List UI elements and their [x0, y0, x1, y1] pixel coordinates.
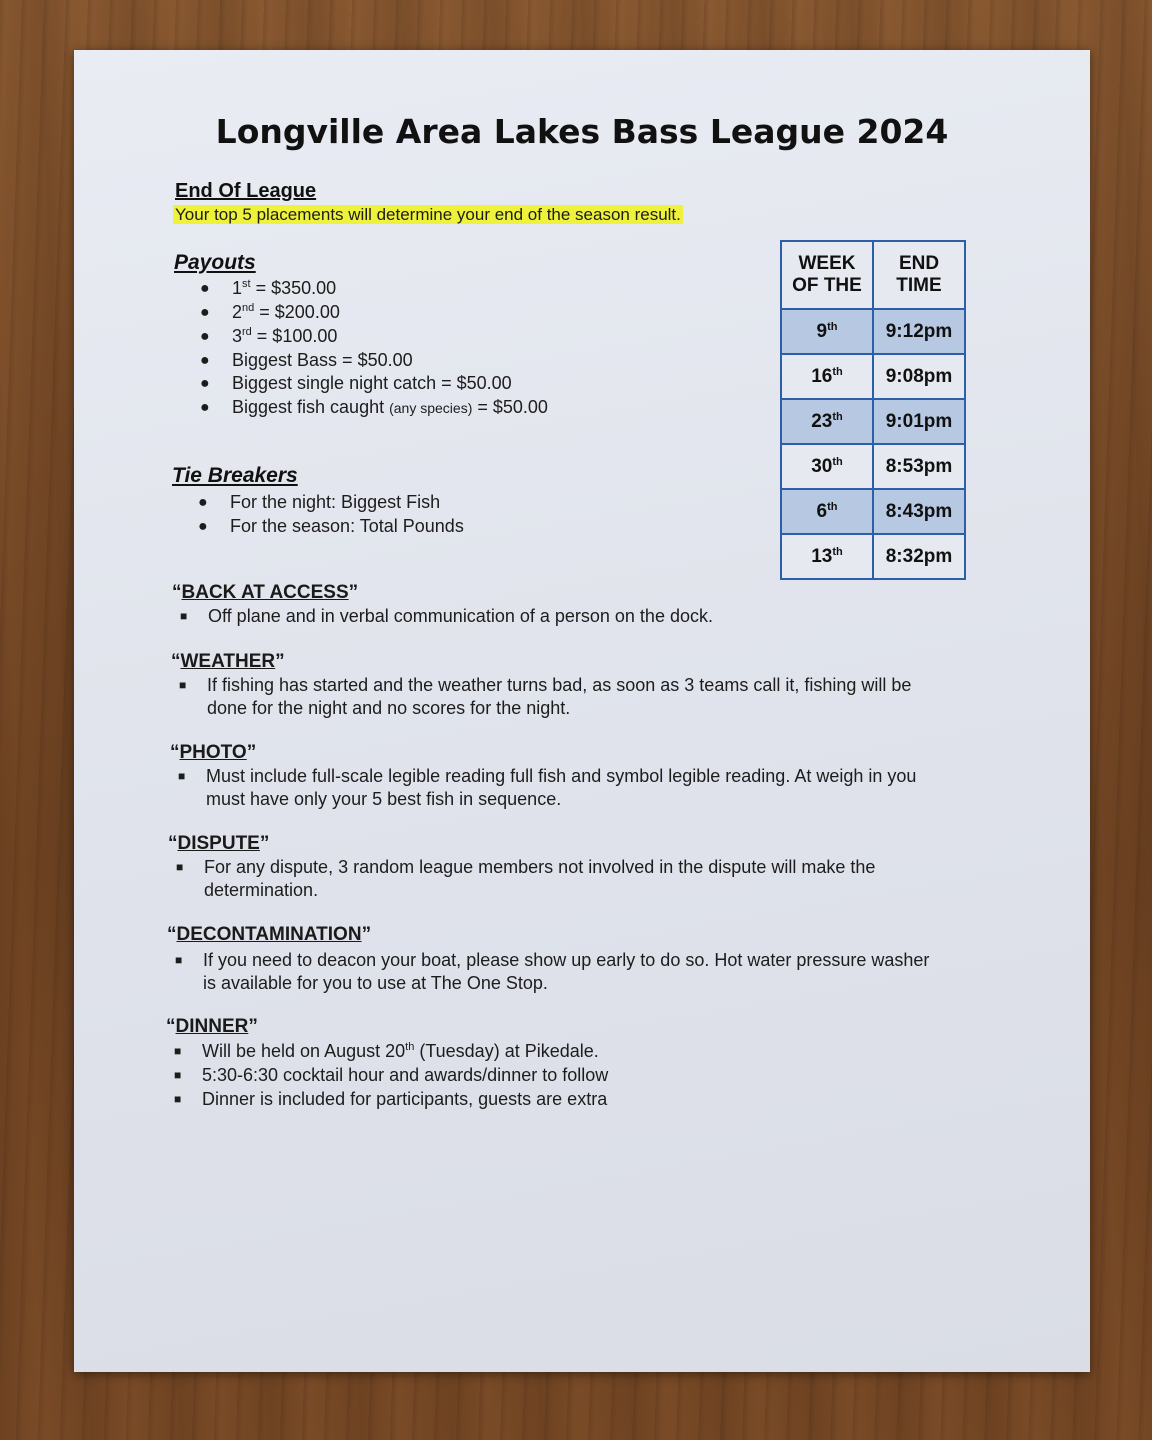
page-title: Longville Area Lakes Bass League 2024: [215, 112, 949, 151]
rule-item: ■ Off plane and in verbal communication of a person on the dock.: [172, 605, 713, 628]
rule-item: ■ 5:30-6:30 cocktail hour and awards/dinner to follow: [166, 1064, 608, 1087]
back-at-access-heading: “BACK AT ACCESS”: [172, 582, 359, 603]
rule-item: ■ For any dispute, 3 random league members not involved in the dispute will make the determination.: [168, 856, 875, 902]
highlighted-text: Your top 5 placements will determine your end of the season result.: [175, 205, 681, 224]
payout-item: ● Biggest Bass = $50.00: [174, 349, 413, 372]
square-bullet-icon: ■: [176, 860, 184, 874]
bullet-icon: ●: [198, 494, 208, 511]
dispute-heading: “DISPUTE”: [168, 833, 270, 854]
square-bullet-icon: ■: [174, 1068, 182, 1082]
square-bullet-icon: ■: [180, 609, 188, 623]
table-row: 13th 8:32pm: [781, 534, 965, 579]
payout-item: ● 3rd = $100.00: [174, 325, 337, 348]
table-row: 9th 9:12pm: [781, 309, 965, 354]
weather-heading: “WEATHER”: [171, 651, 285, 672]
square-bullet-icon: ■: [174, 1044, 182, 1058]
week-column-header: WEEK OF THE: [781, 241, 873, 309]
tie-breaker-item: ● For the season: Total Pounds: [172, 515, 464, 538]
payout-item: ● Biggest single night catch = $50.00: [174, 372, 512, 395]
end-of-league-note: [173, 203, 683, 226]
rule-item: ■ Will be held on August 20th (Tuesday) at Pikedale.: [166, 1040, 599, 1063]
bullet-icon: ●: [200, 352, 210, 369]
table-row: 23th 9:01pm: [781, 399, 965, 444]
payout-item: ● 2nd = $200.00: [174, 301, 340, 324]
square-bullet-icon: ■: [174, 1092, 182, 1106]
decontamination-heading: “DECONTAMINATION”: [167, 924, 372, 945]
tie-breaker-item: ● For the night: Biggest Fish: [172, 491, 440, 514]
table-row: 30th 8:53pm: [781, 444, 965, 489]
end-of-league-heading: End Of League: [175, 180, 317, 202]
payouts-heading: Payouts: [174, 251, 256, 274]
table-row: 16th 9:08pm: [781, 354, 965, 399]
bullet-icon: ●: [200, 280, 210, 297]
paper-sheet: [74, 50, 1090, 1372]
tie-breakers-heading: Tie Breakers: [172, 464, 298, 487]
rule-item: ■ Dinner is included for participants, guests are extra: [166, 1088, 607, 1111]
payout-item: ● Biggest fish caught (any species) = $50.00: [174, 396, 548, 420]
end-time-column-header: END TIME: [873, 241, 965, 309]
bullet-icon: ●: [200, 375, 210, 392]
bullet-icon: ●: [200, 304, 210, 321]
rule-item: ■ If fishing has started and the weather turns bad, as soon as 3 teams call it, fishing will be done for the night and no scores for the night.: [171, 674, 911, 720]
bullet-icon: ●: [198, 518, 208, 535]
table-row: 6th 8:43pm: [781, 489, 965, 534]
square-bullet-icon: ■: [175, 953, 183, 967]
rule-item: ■ If you need to deacon your boat, please show up early to do so. Hot water pressure washer is available for you to use at The One Stop.: [167, 949, 929, 995]
payout-item: ● 1st = $350.00: [174, 277, 336, 300]
dinner-heading: “DINNER”: [166, 1016, 258, 1037]
bullet-icon: ●: [200, 328, 210, 345]
bullet-icon: ●: [200, 399, 210, 416]
schedule-table: [780, 240, 966, 580]
photo-heading: “PHOTO”: [170, 742, 257, 763]
square-bullet-icon: ■: [178, 769, 186, 783]
square-bullet-icon: ■: [179, 678, 187, 692]
rule-item: ■ Must include full-scale legible reading full fish and symbol legible reading. At weigh in you must have only your 5 best fish in sequence.: [170, 765, 916, 811]
